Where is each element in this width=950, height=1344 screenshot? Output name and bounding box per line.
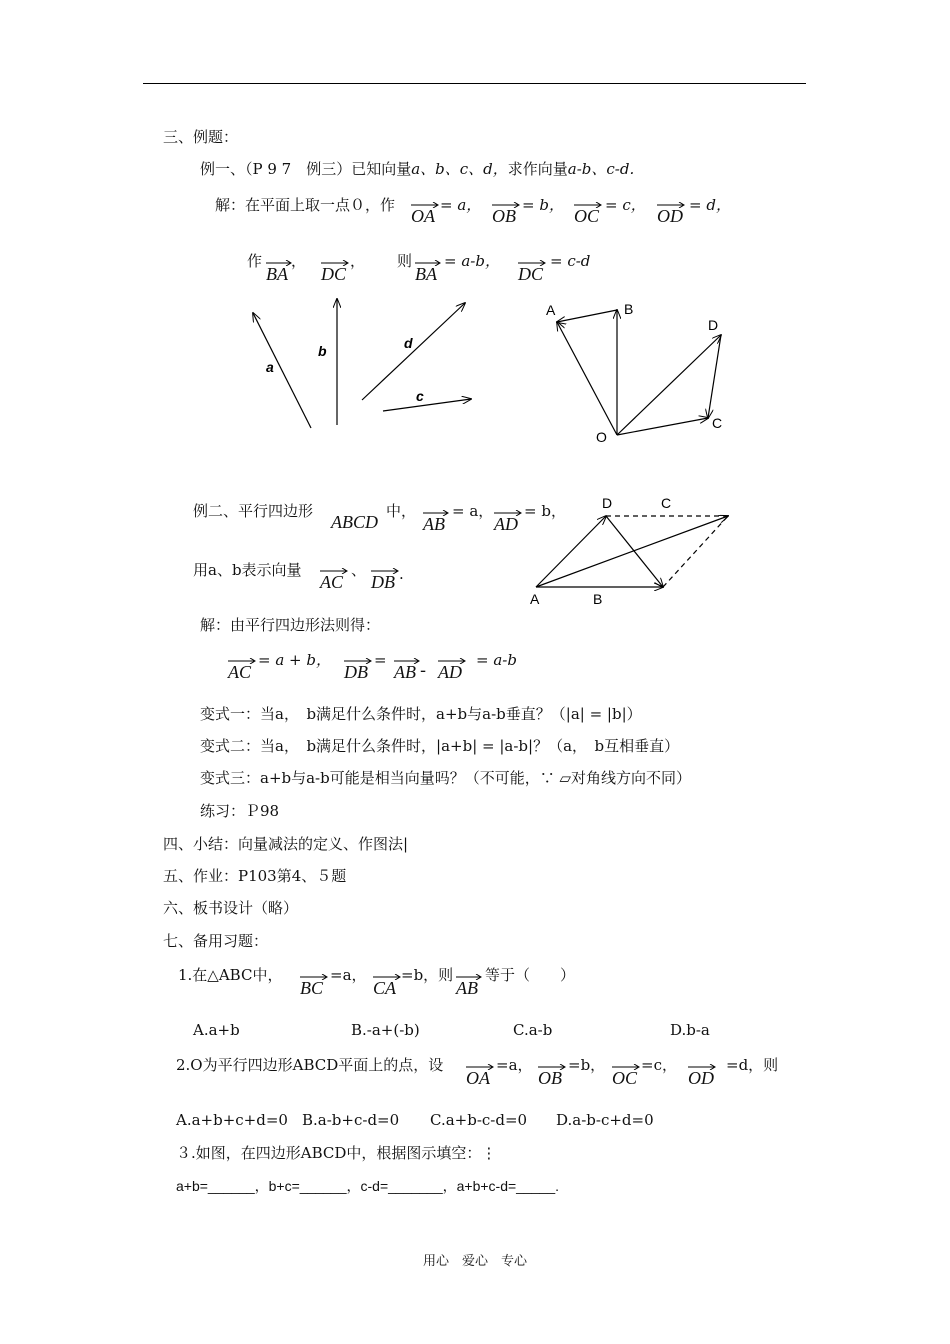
arrow-icon bbox=[438, 658, 466, 664]
q2-option-d: D.a-b-c+d=0 bbox=[556, 1111, 654, 1129]
eq-d: = d， bbox=[689, 196, 731, 214]
variant-2: 变式二：当a， b满足什么条件时，|a+b| = |a-b|？（a， b互相垂直） bbox=[200, 737, 680, 755]
section-4: 四、小结：向量减法的定义、作图法| bbox=[163, 835, 409, 853]
arrow-icon bbox=[228, 658, 256, 664]
arrow-icon bbox=[423, 510, 449, 516]
point-B: B bbox=[624, 301, 634, 317]
vector-AC-2: AC bbox=[228, 662, 251, 683]
vector-BA: BA bbox=[266, 264, 288, 285]
eq-c: = c， bbox=[605, 196, 646, 214]
vector-OA: OA bbox=[411, 206, 435, 227]
separator: 、 bbox=[351, 561, 367, 579]
vector-AD-2: AD bbox=[438, 662, 462, 683]
q2-option-a: A.a+b+c+d=0 bbox=[176, 1111, 288, 1129]
eq-b: = b， bbox=[522, 196, 564, 214]
point-B: B bbox=[593, 591, 603, 607]
eq-a-minus-b: = a-b， bbox=[444, 252, 500, 270]
eq-c-minus-d: = c-d bbox=[550, 252, 591, 270]
diagonal-AC bbox=[536, 516, 728, 587]
label-d: d bbox=[404, 335, 413, 351]
vector-OD: OD bbox=[657, 206, 683, 227]
vector-DB: DB bbox=[371, 572, 395, 593]
eq-a: = a， bbox=[440, 196, 482, 214]
variant-3: 变式三：a+b与a-b可能是相当向量吗？（不可能，∵ ▱对角线方向不同） bbox=[200, 769, 692, 787]
example-1-solution: 解：在平面上取一点０，作 bbox=[215, 196, 396, 214]
make-label: 作 bbox=[247, 252, 263, 270]
arrow-icon bbox=[657, 202, 685, 208]
point-D: D bbox=[708, 317, 719, 333]
arrow-icon bbox=[344, 658, 372, 664]
vector-a-line bbox=[253, 313, 311, 428]
question-3-text: ３.如图，在四边形ABCD中，根据图示填空：⋮ bbox=[176, 1144, 497, 1162]
label-b: b bbox=[318, 343, 327, 359]
zhong-label: 中， bbox=[386, 502, 417, 520]
vector-DB-2: DB bbox=[344, 662, 368, 683]
arrow-icon bbox=[321, 260, 349, 266]
arrow-icon bbox=[492, 202, 520, 208]
vector-AC: AC bbox=[320, 572, 343, 593]
then-label: 则 bbox=[397, 252, 413, 270]
vector-OB-q2: OB bbox=[538, 1068, 562, 1089]
vector-OC-line bbox=[617, 418, 708, 435]
arrow-icon bbox=[518, 260, 546, 266]
abcd-label: ABCD bbox=[331, 512, 378, 532]
diagonal-DB bbox=[606, 516, 663, 587]
section-7: 七、备用习题： bbox=[163, 932, 269, 950]
arrow-icon bbox=[574, 202, 602, 208]
vector-DC: DC bbox=[321, 264, 346, 285]
arrow-icon bbox=[373, 974, 401, 980]
point-C: C bbox=[712, 415, 723, 431]
construction-figure bbox=[530, 290, 740, 450]
arrow-icon bbox=[371, 568, 399, 574]
arrow-icon bbox=[394, 658, 420, 664]
vector-AD: AD bbox=[494, 514, 518, 535]
vector-d-line bbox=[362, 303, 465, 400]
arrow-icon bbox=[320, 568, 348, 574]
minus-sign: - bbox=[420, 660, 427, 681]
arrow-icon bbox=[300, 974, 328, 980]
label-c: c bbox=[416, 388, 424, 404]
arrow-icon bbox=[411, 202, 439, 208]
vector-DC-2: DC bbox=[518, 264, 543, 285]
example-2-title: 例二、平行四边形 bbox=[193, 502, 314, 520]
page-footer: 用心 爱心 专心 bbox=[422, 1254, 527, 1269]
eq-bc: =a， bbox=[330, 966, 367, 984]
arrow-icon bbox=[456, 974, 482, 980]
q1-option-a: A.a+b bbox=[193, 1021, 240, 1039]
point-A: A bbox=[530, 591, 540, 607]
point-C: C bbox=[661, 495, 672, 511]
section-3-heading: 三、例题： bbox=[163, 128, 239, 146]
example-1-title: 例一、（P 9 7 例三）已知向量a、b、c、d，求作向量a-b、c-d. bbox=[200, 160, 635, 178]
vector-AB: AB bbox=[423, 514, 445, 535]
vector-AB-2: AB bbox=[394, 662, 416, 683]
arrow-icon bbox=[612, 1064, 640, 1070]
eq-sign: = bbox=[374, 651, 387, 669]
practice-line: 练习：Ｐ98 bbox=[200, 802, 280, 820]
vector-OA-line bbox=[557, 322, 617, 435]
eq-oc: =c， bbox=[641, 1056, 677, 1074]
arrow-icon bbox=[466, 1064, 494, 1070]
vector-DC-line bbox=[708, 335, 721, 418]
arrow-icon bbox=[266, 260, 292, 266]
vector-OA-q2: OA bbox=[466, 1068, 490, 1089]
vector-AB-q1: AB bbox=[456, 978, 478, 999]
q2-option-c: C.a+b-c-d=0 bbox=[430, 1111, 528, 1129]
period: . bbox=[399, 565, 404, 583]
point-A: A bbox=[546, 302, 556, 318]
eq-oa: =a， bbox=[496, 1056, 533, 1074]
q1-option-d: D.b-a bbox=[670, 1021, 710, 1039]
variant-1: 变式一：当a， b满足什么条件时，a+b与a-b垂直？（|a| = |b|） bbox=[200, 705, 642, 723]
eq-db: = a-b bbox=[476, 651, 517, 669]
eq-ac: = a + b， bbox=[258, 651, 331, 669]
vector-OC: OC bbox=[574, 206, 599, 227]
question-1-tail: 等于（ ） bbox=[485, 966, 576, 984]
q1-option-c: C.a-b bbox=[513, 1021, 553, 1039]
vectors-figure bbox=[240, 290, 490, 440]
section-6: 六、板书设计（略） bbox=[163, 899, 299, 917]
eq-ab-a: = a， bbox=[452, 502, 494, 520]
label-a: a bbox=[266, 359, 274, 375]
question-1-text: 1.在△ABC中， bbox=[178, 966, 283, 984]
vector-BA-2: BA bbox=[415, 264, 437, 285]
vector-c-line bbox=[383, 399, 471, 411]
eq-ca: =b，则 bbox=[401, 966, 454, 984]
represent-label: 用a、b表示向量 bbox=[193, 561, 302, 579]
vector-OC-q2: OC bbox=[612, 1068, 637, 1089]
question-3-blanks: a+b=______，b+c=______，c-d=_______，a+b+c-d=_____. bbox=[176, 1178, 559, 1194]
vector-BC: BC bbox=[300, 978, 323, 999]
side-AD bbox=[536, 516, 606, 587]
parallelogram-figure bbox=[520, 490, 740, 610]
vector-BA-line bbox=[557, 310, 617, 322]
q1-option-b: B.-a+(-b) bbox=[351, 1021, 420, 1039]
example-2-solution: 解：由平行四边形法则得： bbox=[200, 616, 381, 634]
header-rule bbox=[143, 83, 806, 84]
point-D: D bbox=[602, 495, 613, 511]
arrow-icon bbox=[688, 1064, 716, 1070]
vector-CA: CA bbox=[373, 978, 396, 999]
question-2-text: 2.O为平行四边形ABCD平面上的点，设 bbox=[176, 1056, 444, 1074]
q2-option-b: B.a-b+c-d=0 bbox=[302, 1111, 400, 1129]
side-BC bbox=[663, 516, 728, 587]
arrow-icon bbox=[415, 260, 441, 266]
vector-OB: OB bbox=[492, 206, 516, 227]
comma: ， bbox=[350, 252, 366, 270]
eq-od: =d，则 bbox=[726, 1056, 779, 1074]
arrow-icon bbox=[494, 510, 522, 516]
vector-OD-line bbox=[617, 335, 721, 435]
point-O: O bbox=[596, 429, 607, 445]
arrow-icon bbox=[538, 1064, 566, 1070]
eq-ob: =b， bbox=[568, 1056, 606, 1074]
section-5: 五、作业：P103第4、５题 bbox=[163, 867, 347, 885]
comma: ， bbox=[291, 252, 307, 270]
eq-ad-b: = b， bbox=[524, 502, 566, 520]
vector-OD-q2: OD bbox=[688, 1068, 714, 1089]
